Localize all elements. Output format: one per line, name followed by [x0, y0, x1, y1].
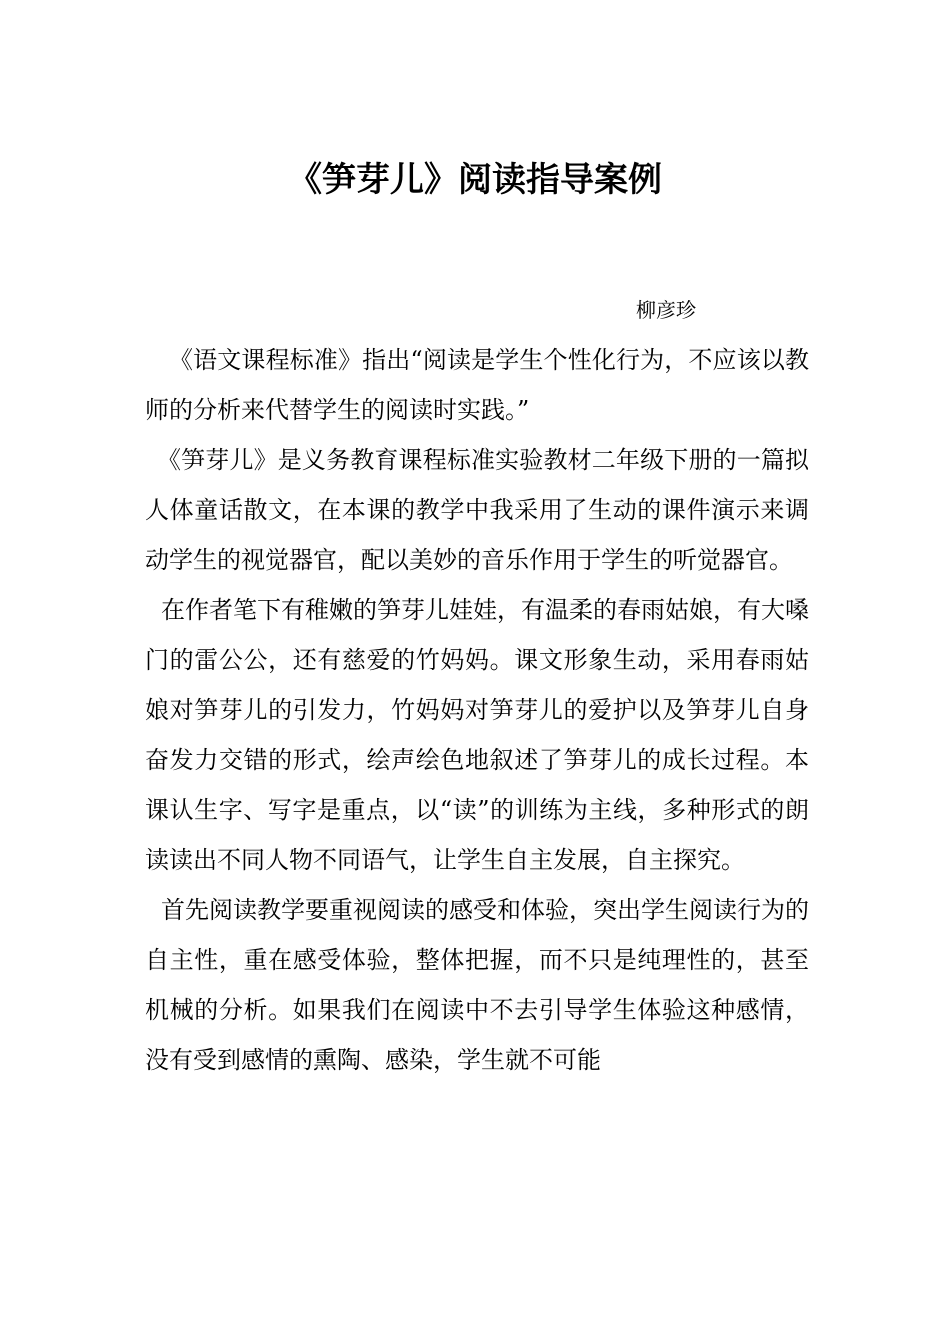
paragraph: 《笋芽儿》是义务教育课程标准实验教材二年级下册的一篇拟人体童话散文，在本课的教学中我采用了生动的课件演示来调动学生的视觉器官，配以美妙的音乐作用于学生的听觉器官。	[145, 446, 809, 574]
document-title: 《笋芽儿》阅读指导案例	[288, 160, 662, 200]
paragraph: 首先阅读教学要重视阅读的感受和体验，突出学生阅读行为的自主性，重在感受体验，整体把握，而不只是纯理性的，甚至机械的分析。如果我们在阅读中不去引导学生体验这种感情，没有受到感情的熏陶、感染，学生就不可能	[145, 896, 809, 1074]
author-name: 柳彦珍	[636, 298, 696, 322]
paragraph: 在作者笔下有稚嫩的笋芽儿娃娃，有温柔的春雨姑娘，有大嗓门的雷公公，还有慈爱的竹妈妈。课文形象生动，采用春雨姑娘对笋芽儿的引发力，竹妈妈对笋芽儿的爱护以及笋芽儿自身奋发力交错的形式，绘声绘色地叙述了笋芽儿的成长过程。本课认生字、写字是重点，以“读”的训练为主线，多种形式的朗读读出不同人物不同语气，让学生自主发展，自主探究。	[145, 596, 809, 874]
paragraph: 《语文课程标准》指出“阅读是学生个性化行为，不应该以教师的分析来代替学生的阅读时实践。”	[145, 346, 809, 424]
document-body	[145, 335, 809, 1085]
